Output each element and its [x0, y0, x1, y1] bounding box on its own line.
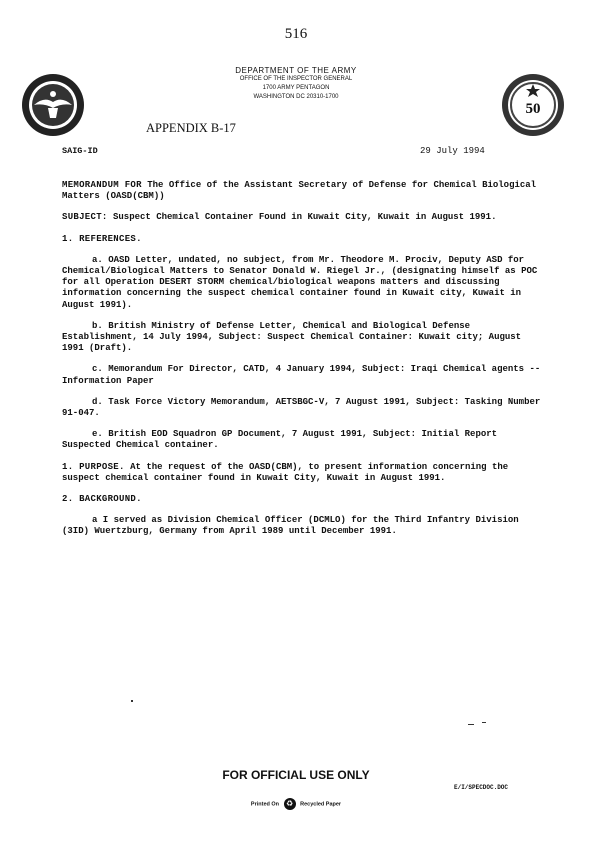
recycled-paper-text: Recycled Paper: [300, 801, 342, 808]
anniversary-seal-text: 50: [525, 101, 541, 117]
reference-b: b. British Ministry of Defense Letter, Chemical and Biological Defense Establishment, 14 July 1994, Subject: Suspect Chemical Container: Kuwait city; August 1991 (Draft).: [62, 320, 522, 354]
dod-seal-icon: [20, 72, 86, 138]
appendix-label: APPENDIX B-17: [146, 121, 236, 135]
scan-speck: [468, 724, 474, 725]
background-heading: 2. BACKGROUND.: [62, 494, 142, 505]
purpose-paragraph: [62, 462, 542, 484]
printed-on-recycled: [0, 798, 592, 810]
letterhead: [196, 66, 396, 102]
memo-for-label: MEMORANDUM FOR: [62, 180, 142, 190]
recycle-icon: ♻: [284, 798, 296, 810]
letterhead-dept: DEPARTMENT OF THE ARMY: [235, 66, 357, 75]
reference-e: e. British EOD Squadron GP Document, 7 August 1991, Subject: Initial Report Suspected Chemical container.: [62, 429, 498, 451]
reference-d: d. Task Force Victory Memorandum, AETSBGC-V, 7 August 1991, Subject: Tasking Number 91-047.: [62, 396, 541, 419]
purpose-text: At the request of the OASD(CBM), to present information concerning the suspect chemical container found in Kuwait City, Kuwait in August 1991.: [62, 461, 509, 483]
scan-speck: [482, 722, 486, 723]
purpose-label: 1. PURPOSE.: [62, 461, 125, 472]
background-a: a I served as Division Chemical Officer (DCMLO) for the Third Infantry Division (3ID) Wuertzburg, Germany from April 1989 until December 1991.: [62, 515, 519, 537]
memo-body: [62, 180, 542, 548]
references-heading: 1. REFERENCES.: [62, 233, 142, 244]
scan-speck: [131, 700, 133, 702]
memo-date: 29 July 1994: [420, 146, 485, 156]
file-code: E/I/SPECDOC.DOC: [454, 784, 509, 791]
reference-c: c. Memorandum For Director, CATD, 4 January 1994, Subject: Iraqi Chemical agents -- Information Paper: [62, 364, 541, 386]
reference-a: a. OASD Letter, undated, no subject, from Mr. Theodore M. Prociv, Deputy ASD for Chemical/Biological Matters to Senator Donald W. Riegel Jr., (designating himself as POC for all Operation DESERT STORM chemical/biological weapons matters and discussing information concerning the suspect chemical container found in Kuwait city, Kuwait in August 1991).: [62, 254, 538, 310]
letterhead-building: 1700 ARMY PENTAGON: [262, 85, 330, 91]
memo-for-text: The Office of the Assistant Secretary of Defense for Chemical Biological Matters (OASD(CBM)): [62, 180, 537, 202]
memo-subject: [62, 212, 542, 223]
letterhead-city: WASHINGTON DC 20310-1700: [253, 94, 339, 100]
subject-label: SUBJECT:: [62, 212, 108, 223]
memo-for: [62, 180, 542, 202]
subject-text: Suspect Chemical Container Found in Kuwait City, Kuwait in August 1991.: [107, 212, 497, 223]
letterhead-office: OFFICE OF THE INSPECTOR GENERAL: [239, 76, 353, 82]
office-symbol: SAIG-ID: [62, 146, 98, 156]
page-number: 516: [284, 26, 308, 42]
printed-on-text: Printed On: [250, 801, 280, 808]
classification-footer: FOR OFFICIAL USE ONLY: [222, 768, 370, 782]
